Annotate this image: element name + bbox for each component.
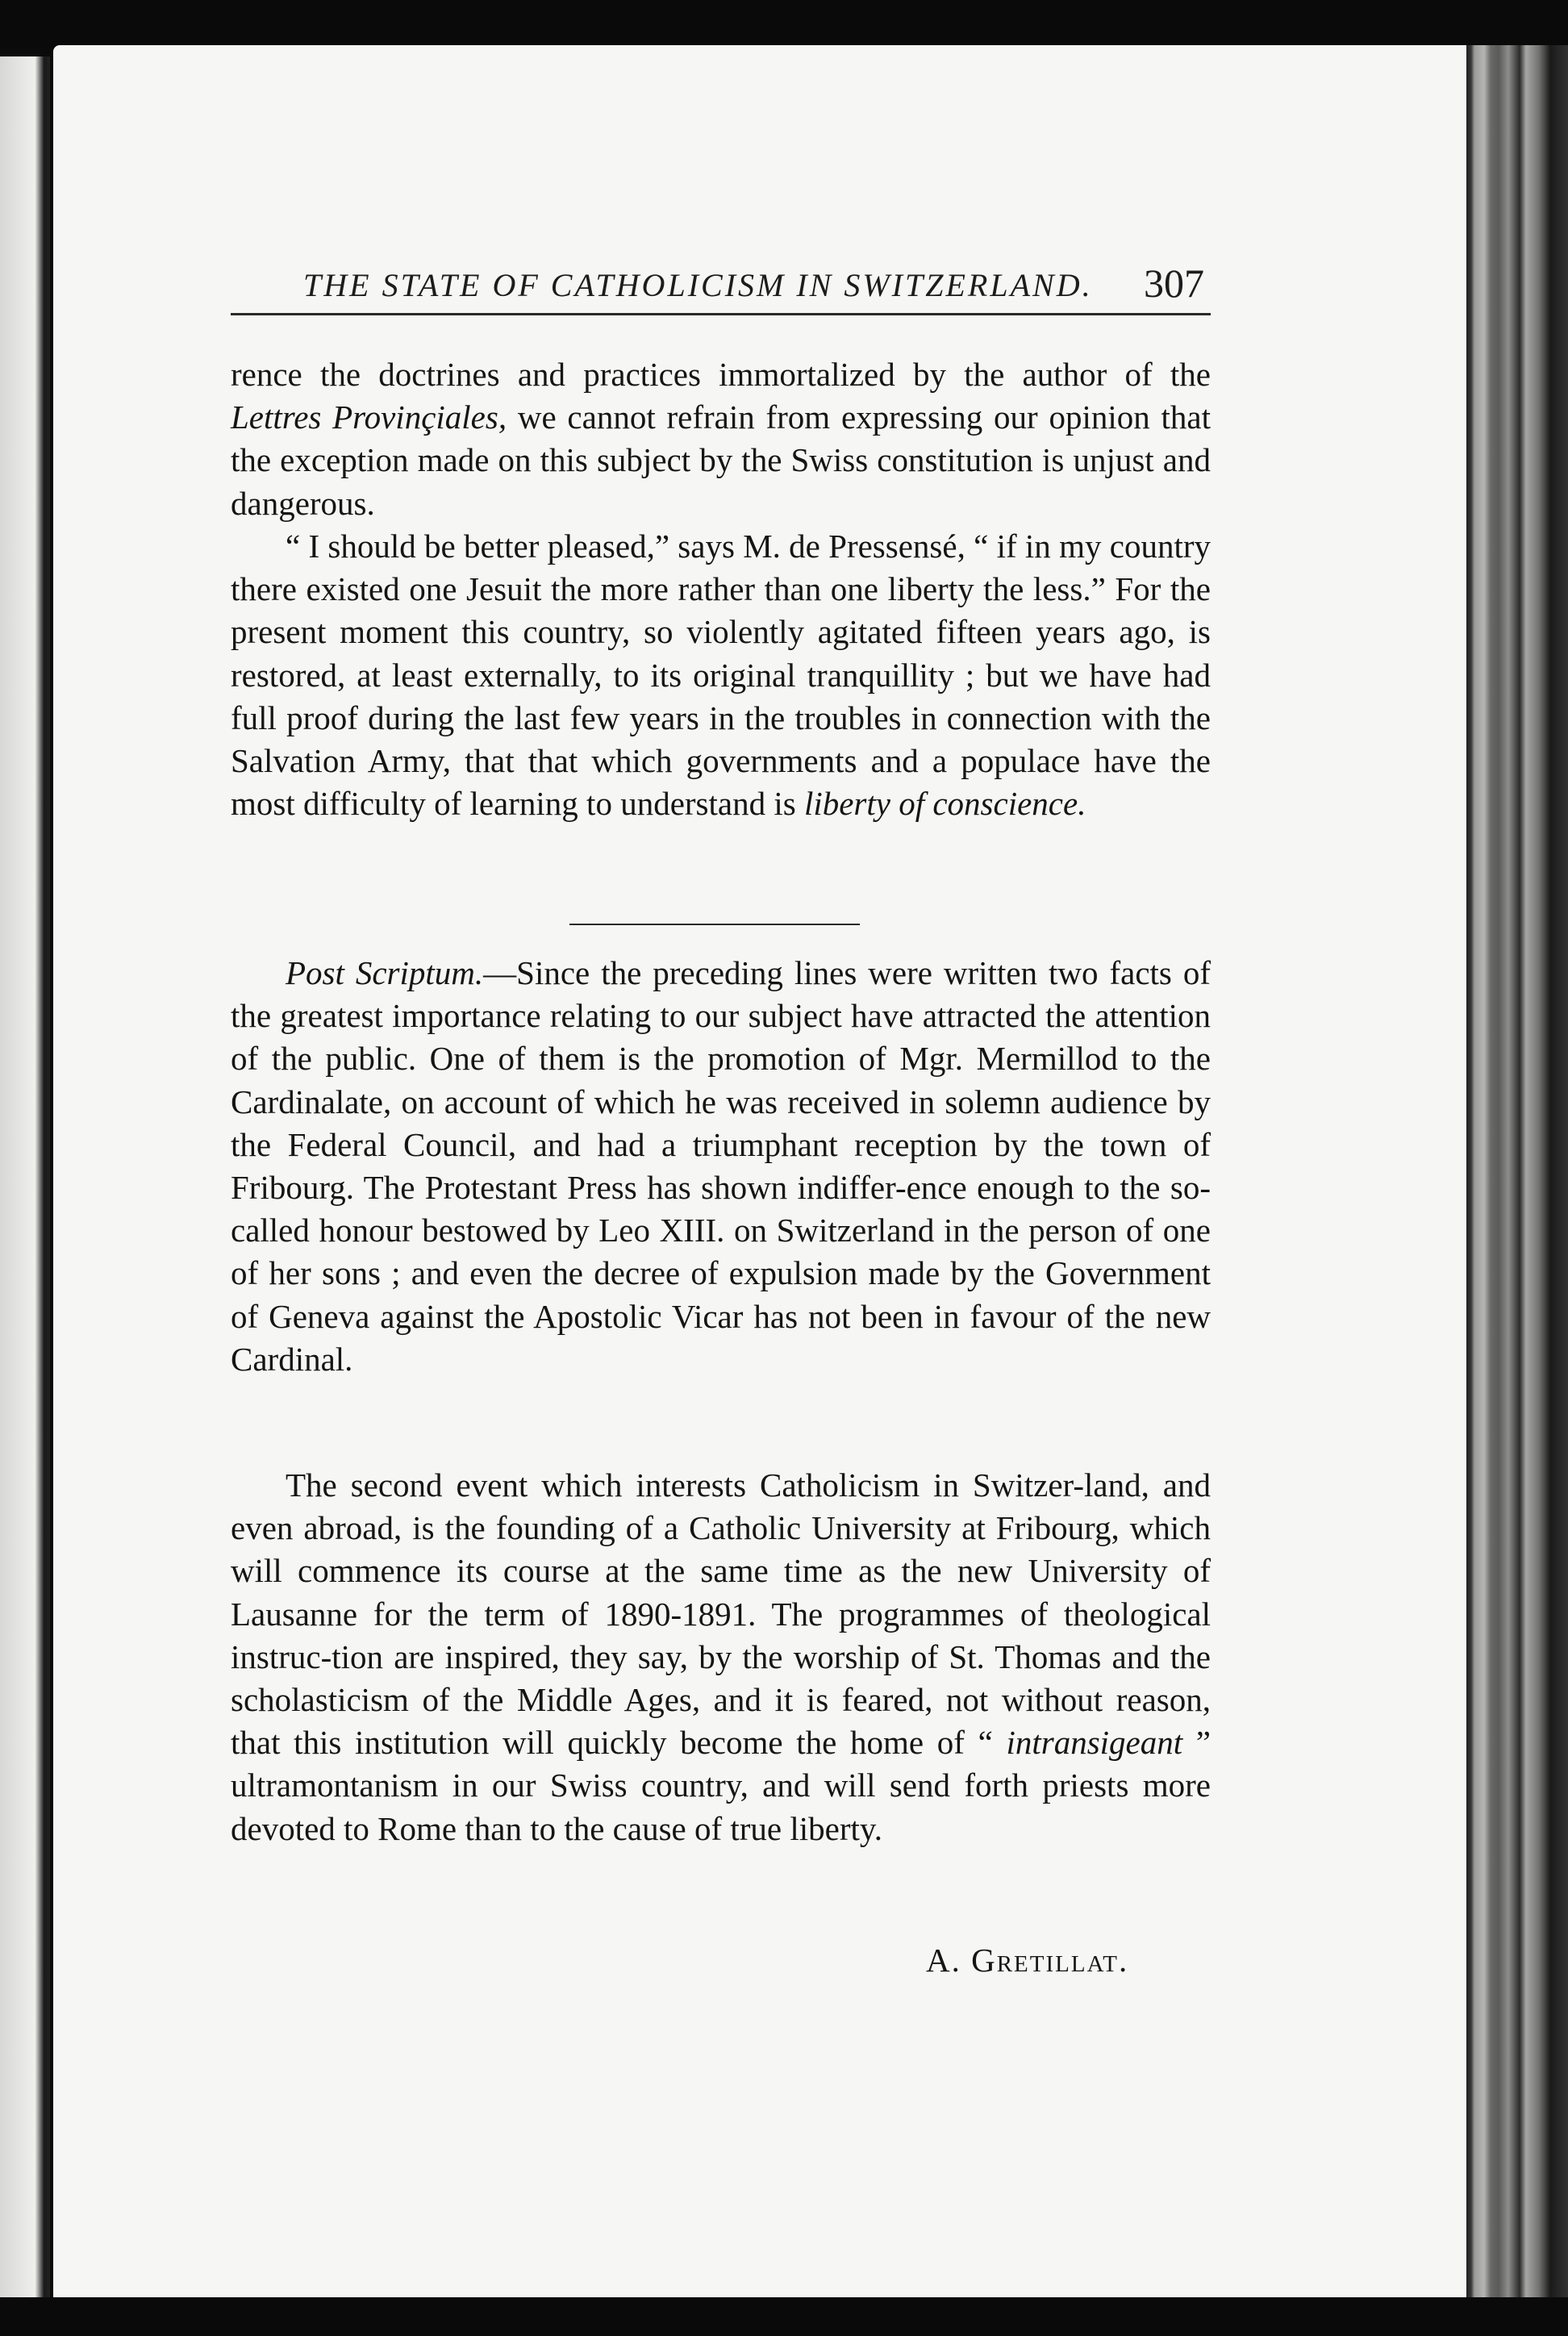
paragraph-1-text-a: rence the doctrines and practices immortalized by the author of the	[231, 356, 1211, 393]
postscript-text: —Since the preceding lines were written two facts of the greatest importance relating to our subject have attracted the attention of the public. One of them is the promotion of Mgr. Mermillod to the Cardinalate, on account of which he was received in solemn audience by the Federal Council, and had a triumphant reception by the town of Fribourg. The Protestant Press has shown indiffer-ence enough to the so-called honour bestowed by Leo XIII. on Switzerland in the person of one of her sons ; and even the decree of expulsion made by the Government of Geneva against the Apostolic Vicar has not been in favour of the new Cardinal.	[231, 954, 1211, 1378]
paragraph-4-text-b: ” ultramontanism in our Swiss country, and will send forth priests more devoted to Rome than to the cause of true liberty.	[231, 1724, 1211, 1847]
running-header	[231, 255, 1211, 319]
paragraph-1-text-b: we cannot refrain from expressing our opinion that the exception made on this subject by the Swiss constitution is unjust and dangerous.	[231, 398, 1211, 522]
scan-bottom-border	[0, 2297, 1568, 2336]
section-divider	[569, 924, 860, 925]
paragraph-4-text-a: The second event which interests Catholicism in Switzer-land, and even abroad, is the founding of a Catholic University at Fribourg, which will commence its course at the same time as the new University of Lausanne for the term of 1890-1891. The programmes of theological instruc-tion are inspired, they say, by the worship of St. Thomas and the scholasticism of the Middle Ages, and it is feared, not without reason, that this institution will quickly become the home of “	[231, 1466, 1211, 1762]
facing-page-edge	[0, 56, 50, 2299]
paragraph-4-italic-word: intransigeant	[1006, 1724, 1183, 1762]
paragraph-1	[231, 353, 1211, 525]
running-title: THE STATE OF CATHOLICISM IN SWITZERLAND.	[303, 267, 1093, 303]
page-stack-edge	[1466, 45, 1568, 2297]
author-signature: A. Gretillat.	[926, 1942, 1129, 1979]
paragraph-2-text: “ I should be better pleased,” says M. de Pressensé, “ if in my country there existed one Jesuit the more rather than one liberty the less.” For the present moment this country, so violently agitated fifteen years ago, is restored, at least externally, to its original tranquillity ; but we have had full proof during the last few years in the troubles in connection with the Salvation Army, that that which governments and a populace have the most difficulty of learning to understand is	[231, 528, 1211, 823]
page-number: 307	[1144, 261, 1204, 306]
paragraph-2-italic-phrase: liberty of conscience.	[803, 785, 1086, 823]
header-rule	[231, 313, 1211, 315]
scan-top-border	[0, 0, 1568, 48]
paragraph-4	[231, 1464, 1211, 1850]
paragraph-2	[231, 525, 1211, 825]
paragraph-1-italic-title: Lettres Provinçiales,	[231, 398, 507, 436]
paragraph-postscript	[231, 952, 1211, 1381]
postscript-label: Post Scriptum.	[286, 954, 484, 991]
